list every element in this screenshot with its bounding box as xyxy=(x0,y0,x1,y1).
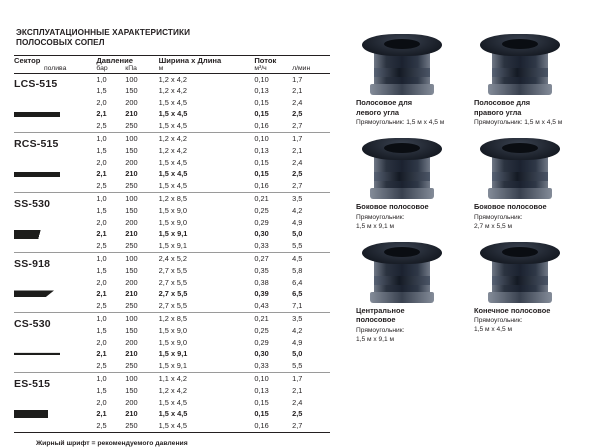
cell-size: 1,5 x 9,0 xyxy=(158,325,187,335)
table-title xyxy=(16,28,330,49)
cell-lmin: 2,1 xyxy=(292,146,303,156)
nozzle-base-part xyxy=(488,292,552,303)
table-row xyxy=(14,337,330,349)
cell-bar: 1,0 xyxy=(96,194,107,204)
cell-lmin: 2,1 xyxy=(292,385,303,395)
nozzle-base-part xyxy=(488,188,552,199)
table-footnote: Жирный шрифт = рекомендуемого давления xyxy=(36,440,188,448)
cell-lmin: 2,4 xyxy=(292,97,303,107)
cell-lmin: 5,0 xyxy=(292,349,303,359)
cell-kpa: 100 xyxy=(125,74,138,84)
cell-lmin: 5,8 xyxy=(292,266,303,275)
cell-bar: 2,1 xyxy=(96,229,107,239)
nozzle-title xyxy=(356,202,474,212)
cell-lmin: 3,5 xyxy=(292,194,303,204)
table-body xyxy=(14,55,330,73)
cell-size: 1,5 x 9,0 xyxy=(158,217,187,227)
cell-lmin: 1,7 xyxy=(292,74,303,84)
cell-lmin: 2,5 xyxy=(292,409,303,419)
nozzle-cap-part xyxy=(362,138,442,160)
nozzle-grid xyxy=(356,28,592,345)
table-groups xyxy=(14,73,330,433)
cell-lmin: 2,7 xyxy=(292,180,303,190)
model-name: SS-918 xyxy=(14,258,51,271)
nozzle-description-line1: Прямоугольник: xyxy=(356,213,405,221)
nozzle-title xyxy=(474,202,592,212)
nozzle-band-part xyxy=(374,172,430,181)
cell-bar: 2,0 xyxy=(96,97,107,107)
cell-size: 1,2 x 8,5 xyxy=(158,314,187,324)
nozzle-description xyxy=(474,214,592,232)
nozzle-card xyxy=(356,132,474,231)
cell-size: 1,5 x 9,1 xyxy=(158,360,187,370)
cell-lmin: 5,5 xyxy=(292,240,303,250)
table-title-line1: ЭКСПЛУАТАЦИОННЫЕ ХАРАКТЕРИСТИКИ xyxy=(16,28,191,37)
cell-lmin: 1,7 xyxy=(292,134,303,144)
col-subheader-meters: м xyxy=(158,64,164,72)
cell-kpa: 150 xyxy=(125,206,138,216)
nozzle-photo xyxy=(474,28,586,96)
cell-lmin: 1,7 xyxy=(292,374,303,384)
col-header-pressure: Давление xyxy=(96,55,158,65)
cell-bar: 2,0 xyxy=(96,217,107,227)
cell-m3h: 0,29 xyxy=(254,217,269,227)
table-row xyxy=(14,97,330,109)
cell-m3h: 0,16 xyxy=(254,120,269,130)
cell-bar: 1,0 xyxy=(96,134,107,144)
nozzle-gallery xyxy=(356,28,592,345)
cell-size: 1,2 x 4,2 xyxy=(158,86,187,96)
nozzle-description-line1: Прямоугольник: xyxy=(474,213,523,221)
cell-kpa: 150 xyxy=(125,266,138,275)
cell-kpa: 200 xyxy=(125,97,138,107)
cell-bar: 2,1 xyxy=(96,169,107,179)
cell-bar: 2,0 xyxy=(96,397,107,407)
cell-m3h: 0,10 xyxy=(254,374,269,384)
cell-bar: 1,5 xyxy=(96,385,107,395)
cell-kpa: 250 xyxy=(125,300,138,310)
nozzle-base-part xyxy=(370,188,434,199)
col-header-flow: Поток xyxy=(254,55,330,65)
cell-bar: 2,5 xyxy=(96,240,107,250)
cell-kpa: 200 xyxy=(125,397,138,407)
nozzle-description-line1: Прямоугольник: 1,5 м х 4,5 м xyxy=(474,119,563,127)
cell-m3h: 0,38 xyxy=(254,277,269,287)
cell-kpa: 210 xyxy=(125,409,138,419)
cell-bar: 2,5 xyxy=(96,300,107,310)
cell-m3h: 0,29 xyxy=(254,337,269,347)
table-title-line2: ПОЛОСОВЫХ СОПЕЛ xyxy=(16,38,105,48)
cell-bar: 2,0 xyxy=(96,157,107,167)
cell-m3h: 0,33 xyxy=(254,240,269,250)
cell-kpa: 250 xyxy=(125,360,138,370)
nozzle-title-line2: левого угла xyxy=(356,107,400,117)
cell-size: 1,2 x 4,2 xyxy=(158,74,187,84)
cell-m3h: 0,15 xyxy=(254,157,269,167)
nozzle-description-line2: 1,5 м х 9,1 м xyxy=(356,335,395,343)
nozzle-cap-part xyxy=(362,242,442,264)
nozzle-title-line1: Конечное полосовое xyxy=(474,305,551,315)
cell-lmin: 2,7 xyxy=(292,120,303,130)
cell-lmin: 4,2 xyxy=(292,325,303,335)
cell-m3h: 0,25 xyxy=(254,206,269,216)
cell-size: 1,2 x 4,2 xyxy=(158,134,187,144)
cell-lmin: 4,5 xyxy=(292,254,303,264)
nozzle-cap-part xyxy=(480,34,560,56)
cell-m3h: 0,27 xyxy=(254,254,269,264)
cell-m3h: 0,15 xyxy=(254,109,269,119)
cell-lmin: 6,5 xyxy=(292,289,303,299)
model-name: RCS-515 xyxy=(14,138,59,151)
nozzle-description xyxy=(356,214,474,232)
cell-lmin: 2,5 xyxy=(292,169,303,179)
cell-size: 1,2 x 4,2 xyxy=(158,385,187,395)
cell-kpa: 200 xyxy=(125,277,138,287)
cell-m3h: 0,15 xyxy=(254,169,269,179)
cell-lmin: 5,0 xyxy=(292,229,303,239)
nozzle-description-line1: Прямоугольник: xyxy=(474,317,523,325)
table-row xyxy=(14,253,330,265)
nozzle-photo xyxy=(474,132,586,200)
pattern-shape-icon xyxy=(14,97,96,132)
pattern-glyph-strip xyxy=(14,112,60,117)
cell-lmin: 7,1 xyxy=(292,300,303,310)
cell-bar: 2,5 xyxy=(96,180,107,190)
group-separator xyxy=(14,431,330,433)
model-name: LCS-515 xyxy=(14,78,58,91)
nozzle-card xyxy=(474,132,592,231)
cell-m3h: 0,21 xyxy=(254,314,269,324)
pattern-glyph-side xyxy=(14,230,60,239)
col-subheader-lmin: л/мин xyxy=(292,64,311,72)
cell-bar: 1,0 xyxy=(96,254,107,264)
cell-size: 1,5 x 9,1 xyxy=(158,229,188,239)
cell-bar: 1,0 xyxy=(96,374,107,384)
nozzle-description-line2: 1,5 м х 9,1 м xyxy=(356,222,395,230)
cell-bar: 1,5 xyxy=(96,146,107,156)
cell-size: 1,5 x 9,1 xyxy=(158,240,187,250)
cell-size: 1,5 x 4,5 xyxy=(158,180,187,190)
cell-kpa: 250 xyxy=(125,420,138,430)
pattern-glyph-end xyxy=(14,410,48,418)
nozzle-band-part xyxy=(374,68,430,77)
cell-bar: 1,5 xyxy=(96,86,107,96)
cell-size: 1,5 x 4,5 xyxy=(158,409,188,419)
cell-kpa: 210 xyxy=(125,169,138,179)
cell-size: 1,1 x 4,2 xyxy=(158,374,187,384)
cell-lmin: 2,4 xyxy=(292,397,303,407)
pattern-shape-icon xyxy=(14,217,96,252)
model-name: ES-515 xyxy=(14,378,51,391)
cell-size: 1,5 x 9,1 xyxy=(158,349,188,359)
table-row xyxy=(14,157,330,169)
nozzle-band-part xyxy=(492,68,548,77)
pattern-shape-icon xyxy=(14,397,96,432)
cell-bar: 1,0 xyxy=(96,314,107,324)
cell-m3h: 0,10 xyxy=(254,74,269,84)
table-row xyxy=(14,73,330,85)
cell-lmin: 4,2 xyxy=(292,206,303,216)
cell-bar: 2,0 xyxy=(96,337,107,347)
cell-lmin: 4,9 xyxy=(292,217,303,227)
cell-kpa: 100 xyxy=(125,374,138,384)
cell-kpa: 250 xyxy=(125,120,138,130)
cell-size: 1,5 x 4,5 xyxy=(158,109,188,119)
nozzle-cap-part xyxy=(480,138,560,160)
cell-kpa: 210 xyxy=(125,349,138,359)
cell-size: 2,7 x 5,5 xyxy=(158,277,187,287)
cell-size: 2,7 x 5,5 xyxy=(158,289,188,299)
cell-lmin: 2,4 xyxy=(292,157,303,167)
table-row xyxy=(14,193,330,205)
nozzle-description xyxy=(356,327,474,345)
cell-bar: 2,5 xyxy=(96,120,107,130)
cell-m3h: 0,39 xyxy=(254,289,269,299)
nozzle-card xyxy=(474,28,592,128)
cell-m3h: 0,13 xyxy=(254,385,269,395)
nozzle-base-part xyxy=(488,84,552,95)
cell-size: 1,5 x 9,0 xyxy=(158,337,187,347)
nozzle-title xyxy=(356,98,474,117)
cell-size: 1,5 x 4,5 xyxy=(158,397,187,407)
cell-kpa: 100 xyxy=(125,314,138,324)
cell-size: 1,5 x 9,0 xyxy=(158,206,187,216)
pattern-shape-icon xyxy=(14,157,96,192)
cell-m3h: 0,33 xyxy=(254,360,269,370)
nozzle-description xyxy=(474,317,592,335)
cell-bar: 1,0 xyxy=(96,74,107,84)
cell-bar: 2,0 xyxy=(96,277,107,287)
cell-kpa: 210 xyxy=(125,109,138,119)
cell-bar: 1,5 xyxy=(96,266,107,275)
nozzle-title xyxy=(474,306,592,316)
nozzle-title-line1: Полосовое для xyxy=(356,98,413,107)
cell-size: 2,7 x 5,5 xyxy=(158,300,187,310)
nozzle-band-part xyxy=(374,276,430,285)
cell-kpa: 200 xyxy=(125,157,138,167)
nozzle-title-line1: Боковое полосовое xyxy=(356,202,429,212)
pattern-shape-icon xyxy=(14,277,96,312)
cell-m3h: 0,35 xyxy=(254,266,269,275)
cell-bar: 2,1 xyxy=(96,289,107,299)
pattern-shape-icon xyxy=(14,337,96,372)
cell-m3h: 0,43 xyxy=(254,300,269,310)
cell-bar: 2,1 xyxy=(96,349,107,359)
nozzle-description xyxy=(356,119,474,128)
cell-bar: 1,5 xyxy=(96,325,107,335)
col-header-sector: Сектор xyxy=(14,55,96,65)
cell-size: 1,5 x 4,5 xyxy=(158,157,187,167)
cell-size: 1,5 x 4,5 xyxy=(158,120,187,130)
cell-kpa: 100 xyxy=(125,254,138,264)
nozzle-description-line1: Прямоугольник: 1,5 м х 4,5 м xyxy=(356,119,445,127)
cell-m3h: 0,15 xyxy=(254,97,269,107)
cell-kpa: 250 xyxy=(125,180,138,190)
nozzle-cap-part xyxy=(362,34,442,56)
nozzle-title-line2: полосовое xyxy=(356,315,396,325)
cell-kpa: 210 xyxy=(125,229,138,239)
cell-m3h: 0,16 xyxy=(254,420,269,430)
cell-size: 1,5 x 4,5 xyxy=(158,97,187,107)
cell-lmin: 2,1 xyxy=(292,86,303,96)
nozzle-base-part xyxy=(370,84,434,95)
table-header-row xyxy=(14,55,330,65)
pattern-glyph-side2 xyxy=(14,290,54,297)
cell-bar: 1,5 xyxy=(96,206,107,216)
nozzle-band-part xyxy=(492,276,548,285)
cell-kpa: 200 xyxy=(125,217,138,227)
cell-m3h: 0,21 xyxy=(254,194,269,204)
table-row xyxy=(14,373,330,385)
nozzle-title xyxy=(474,98,592,117)
nozzle-description-line1: Прямоугольник: xyxy=(356,326,405,334)
cell-lmin: 2,7 xyxy=(292,420,303,430)
model-name: CS-530 xyxy=(14,318,51,331)
cell-kpa: 100 xyxy=(125,194,138,204)
nozzle-band-part xyxy=(492,172,548,181)
col-subheader-kpa: кПа xyxy=(125,64,137,72)
cell-kpa: 210 xyxy=(125,289,138,299)
cell-lmin: 5,5 xyxy=(292,360,303,370)
nozzle-title-line1: Боковое полосовое xyxy=(474,202,547,212)
col-subheader-m3h: м³/ч xyxy=(254,64,267,72)
cell-m3h: 0,30 xyxy=(254,229,269,239)
col-subheader-bar: бар xyxy=(96,64,108,72)
nozzle-card xyxy=(356,28,474,128)
cell-bar: 2,5 xyxy=(96,420,107,430)
cell-size: 1,5 x 4,5 xyxy=(158,420,187,430)
cell-m3h: 0,30 xyxy=(254,349,269,359)
cell-bar: 2,1 xyxy=(96,409,107,419)
nozzle-photo xyxy=(356,132,468,200)
cell-bar: 2,1 xyxy=(96,109,107,119)
cell-size: 2,7 x 5,5 xyxy=(158,266,187,275)
cell-m3h: 0,15 xyxy=(254,409,269,419)
cell-m3h: 0,16 xyxy=(254,180,269,190)
nozzle-description-line2: 1,5 м х 4,5 м xyxy=(474,326,513,334)
model-name: SS-530 xyxy=(14,198,51,211)
table-row xyxy=(14,217,330,229)
cell-kpa: 150 xyxy=(125,146,138,156)
nozzle-photo xyxy=(356,236,468,304)
performance-table xyxy=(14,55,330,434)
table-subheader-row xyxy=(14,65,330,72)
cell-lmin: 6,4 xyxy=(292,277,303,287)
table-row xyxy=(14,133,330,145)
nozzle-description xyxy=(474,119,592,128)
cell-bar: 2,5 xyxy=(96,360,107,370)
cell-size: 1,5 x 4,5 xyxy=(158,169,188,179)
nozzle-card xyxy=(474,236,592,345)
cell-kpa: 150 xyxy=(125,325,138,335)
table-row xyxy=(14,277,330,289)
table-row xyxy=(14,313,330,325)
cell-m3h: 0,13 xyxy=(254,146,269,156)
col-header-size: Ширина x Длина xyxy=(159,55,255,65)
cell-kpa: 100 xyxy=(125,134,138,144)
nozzle-cap-part xyxy=(480,242,560,264)
nozzle-base-part xyxy=(370,292,434,303)
cell-size: 1,2 x 8,5 xyxy=(158,194,187,204)
cell-kpa: 200 xyxy=(125,337,138,347)
cell-size: 2,4 x 5,2 xyxy=(158,254,187,264)
col-subheader-sector: полива xyxy=(43,64,67,72)
nozzle-title xyxy=(356,306,474,325)
nozzle-title-line1: Полосовое для xyxy=(474,98,531,107)
cell-kpa: 150 xyxy=(125,385,138,395)
nozzle-description-line2: 2,7 м х 5,5 м xyxy=(474,222,513,230)
cell-m3h: 0,10 xyxy=(254,134,269,144)
cell-lmin: 3,5 xyxy=(292,314,303,324)
cell-m3h: 0,25 xyxy=(254,325,269,335)
cell-lmin: 2,5 xyxy=(292,109,303,119)
cell-m3h: 0,13 xyxy=(254,86,269,96)
cell-kpa: 250 xyxy=(125,240,138,250)
nozzle-photo xyxy=(474,236,586,304)
pattern-glyph-center xyxy=(14,350,60,357)
nozzle-photo xyxy=(356,28,468,96)
nozzle-card xyxy=(356,236,474,345)
nozzle-title-line2: правого угла xyxy=(474,107,522,117)
cell-lmin: 4,9 xyxy=(292,337,303,347)
pattern-glyph-strip xyxy=(14,172,60,177)
cell-m3h: 0,15 xyxy=(254,397,269,407)
cell-kpa: 150 xyxy=(125,86,138,96)
performance-table-section xyxy=(14,28,330,447)
cell-size: 1,2 x 4,2 xyxy=(158,146,187,156)
table-row xyxy=(14,397,330,409)
nozzle-title-line1: Центральное xyxy=(356,305,405,315)
